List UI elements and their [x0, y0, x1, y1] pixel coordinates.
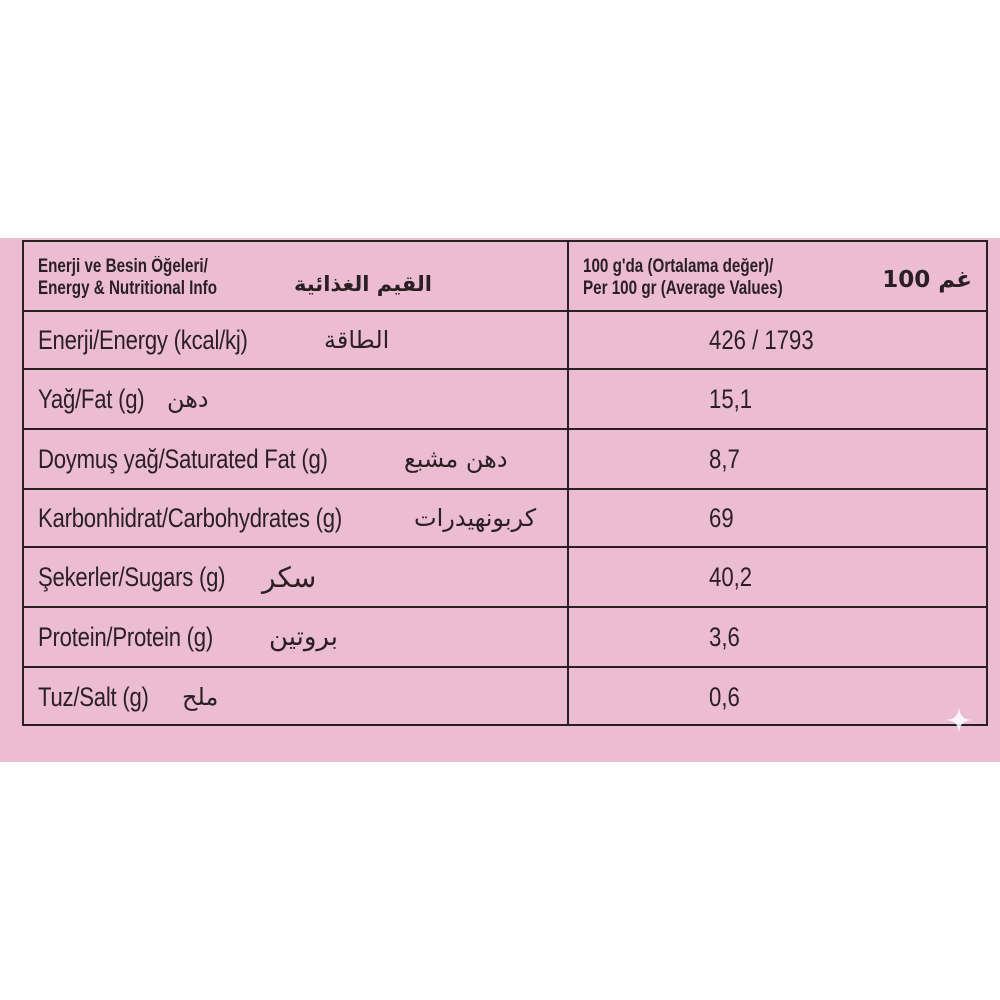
row-value-cell — [569, 548, 986, 606]
row-value-cell — [569, 370, 986, 428]
row-label-cell — [24, 668, 569, 726]
row-value-cell — [569, 312, 986, 368]
table-row — [24, 548, 986, 608]
header-right-arabic: غم 100 — [882, 267, 972, 293]
row-label: Enerji/Energy (kcal/kj) — [38, 324, 248, 355]
row-arabic: ملح — [182, 683, 219, 711]
row-label-cell — [24, 608, 569, 666]
table-row — [24, 490, 986, 548]
row-label: Yağ/Fat (g) — [38, 383, 145, 414]
header-left-cell — [24, 242, 569, 310]
row-arabic: دهن مشبع — [404, 445, 508, 473]
row-arabic: دهن — [167, 385, 209, 413]
table-row — [24, 370, 986, 430]
row-value: 69 — [709, 502, 734, 533]
row-label-cell — [24, 548, 569, 606]
row-value-cell — [569, 608, 986, 666]
nutrition-label-panel — [0, 238, 1000, 762]
table-row — [24, 668, 986, 726]
header-left-text — [38, 256, 262, 300]
row-value: 40,2 — [709, 561, 753, 592]
header-left-arabic: القيم الغذائية — [294, 272, 433, 296]
table-row — [24, 312, 986, 370]
row-value: 8,7 — [709, 443, 740, 474]
row-label-cell — [24, 490, 569, 546]
row-value: 0,6 — [709, 681, 740, 712]
table-header-row — [24, 242, 986, 312]
row-label-cell — [24, 312, 569, 368]
row-value-cell — [569, 490, 986, 546]
row-label: Tuz/Salt (g) — [38, 681, 149, 712]
header-right-text — [583, 256, 833, 300]
row-label: Karbonhidrat/Carbohydrates (g) — [38, 502, 342, 533]
row-value: 15,1 — [709, 383, 753, 414]
header-right-cell — [569, 242, 986, 310]
row-arabic: بروتين — [269, 622, 339, 652]
row-value: 426 / 1793 — [709, 324, 814, 355]
table-row — [24, 608, 986, 668]
row-value-cell — [569, 430, 986, 488]
row-label: Doymuş yağ/Saturated Fat (g) — [38, 443, 328, 474]
nutrition-table — [22, 240, 988, 726]
row-arabic: سكر — [262, 560, 317, 594]
header-right-line2: Per 100 gr (Average Values) — [583, 278, 783, 299]
row-value: 3,6 — [709, 621, 740, 652]
row-value-cell — [569, 668, 986, 726]
header-left-line1: Enerji ve Besin Öğeleri/ — [38, 256, 208, 277]
row-label: Şekerler/Sugars (g) — [38, 561, 226, 592]
header-left-line2: Energy & Nutritional Info — [38, 278, 218, 299]
header-right-line1: 100 g'da (Ortalama değer)/ — [583, 256, 774, 277]
sparkle-icon — [944, 705, 974, 735]
row-label-cell — [24, 370, 569, 428]
row-arabic: كربونهيدرات — [414, 504, 537, 532]
row-label-cell — [24, 430, 569, 488]
table-row — [24, 430, 986, 490]
row-label: Protein/Protein (g) — [38, 621, 213, 652]
row-arabic: الطاقة — [324, 326, 390, 354]
